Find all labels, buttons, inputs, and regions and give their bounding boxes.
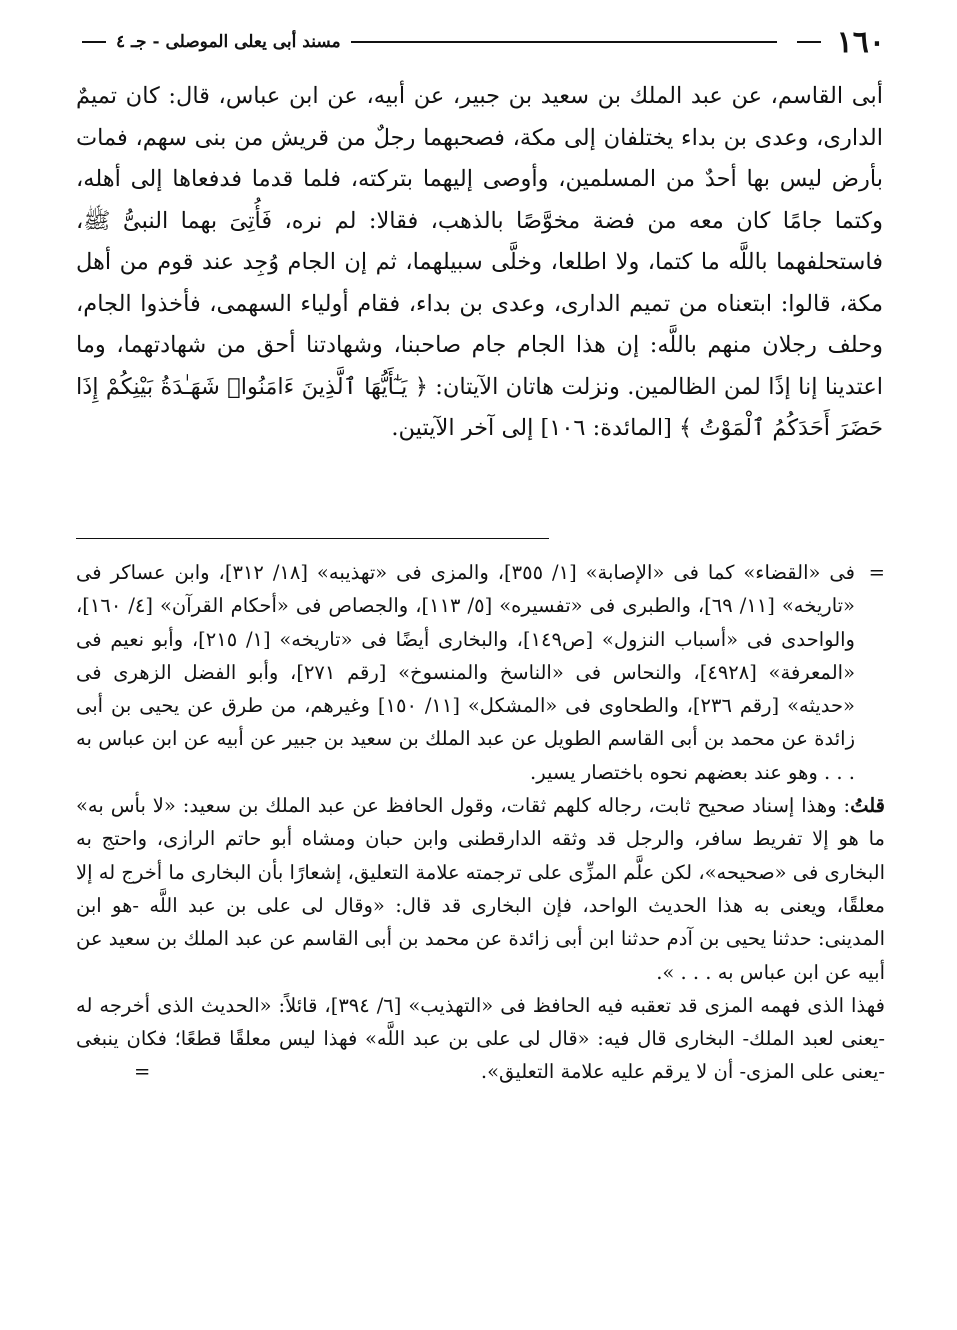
- hadith-text: أبى القاسم، عن عبد الملك بن سعيد بن جبير، عن أبيه، عن ابن عباس، قال: كان تميمٌ الدارى، وعدى بن بداء يختلفان إلى مكة، فصحبهما رجلٌ من قريش من بنى سهم، فمات بأرض ليس بها أحدٌ من المسلمين، وأوصى إليهما بتركته، فلما قدما فدفعاها إلى أهله، وكتما جامًا كان معه من فضة مخوَّصًا بالذهب، فقالا: لم نره، فَأُتِىَ بهما النبىُّ ﷺ، فاستحلفهما باللَّه ما كتما، ولا اطلعا، وخلَّى سبيلهما، ثم إن الجام وُجِد عند قوم من أهل مكة، قالوا: ابتعناه من تميم الدارى، وعدى بن بداء، فقام أولياء السهمى، فأخذوا الجام، وحلف رجلان منهم باللَّه: إن هذا الجام جام صاحبنا، وشهادتنا أحق من شهادتهما، وما اعتدينا إنا إذًا لمن الظالمين. ونزلت هاتان الآيتان:: [76, 83, 883, 400]
- page-number: ١٦٠: [836, 24, 885, 60]
- continuation-end-mark: =: [134, 1060, 151, 1084]
- running-header: [72, 22, 891, 62]
- footnote-qultu: [76, 789, 885, 989]
- qultu-label: قلتُ: [850, 794, 885, 818]
- quran-verse: ﴿ يَـٰٓأَيُّهَا ٱلَّذِينَ ءَامَنُوا۟ شَهَـٰدَةُ بَيْنِكُمْ إِذَا حَضَرَ أَحَدَكُمُ ٱلْمَوْتُ ﴾: [76, 373, 883, 441]
- main-paragraph: [76, 76, 883, 450]
- footnotes: [76, 556, 885, 1256]
- footnote-tahdhib: [76, 989, 885, 1089]
- header-rule-right: [797, 41, 821, 43]
- running-title: مسند أبى يعلى الموصلى - جـ ٤: [116, 32, 341, 52]
- footnote-takhrij: [76, 556, 885, 789]
- footnote-takhrij-text: فى «القضاء» كما فى «الإصابة» [١/ ٣٥٥]، والمزى فى «تهذيبه» [١٨/ ٣١٢]، وابن عساكر فى «تاريخه» [١١/ ٦٩]، والطبرى فى «تفسيره» [٥/ ١١٣]، والجصاص فى «أحكام القرآن» [٤/ ١٦٠]، والواحدى فى «أسباب النزول» [ص١٤٩]، والبخارى أيضًا فى «تاريخه» [١/ ٢١٥]، وأبو نعيم فى «المعرفة» [٤٩٢٨]، والنحاس فى «الناسخ والمنسوخ» [رقم ٢٧١]، وأبو الفضل الزهرى فى «حديثه» [رقم ٢٣٦]، والطحاوى فى «المشكل» [١١/ ١٥٠] وغيرهم، من طرق عن يحيى بن أبى زائدة عن محمد بن أبى القاسم الطويل عن عبد الملك بن سعيد بن جبير عن أبيه عن ابن عباس به . . . وهو عند بعضهم نحوه باختصار يسير.: [76, 561, 855, 784]
- continuation-mark: =: [868, 561, 885, 584]
- footnote-divider: [76, 538, 549, 539]
- main-text: [76, 76, 883, 516]
- verse-reference: [المائدة: ١٠٦] إلى آخر الآيتين.: [391, 415, 672, 441]
- header-rule-left: [82, 41, 106, 43]
- footnote-tahdhib-text: فهذا الذى فهمه المزى قد تعقبه فيه الحافظ فى «التهذيب» [٦/ ٣٩٤]، قائلاً: «الحديث الذى أخرجه له -يعنى لعبد الملك- البخارى قال فيه: «قال لى على بن عبد اللَّه» فهذا ليس معلقًا قطعًا؛ فكان ينبغى -يعنى على المزى- أن لا يرقم عليه علامة التعليق».: [76, 993, 885, 1084]
- footnote-qultu-text: : وهذا إسناد صحيح ثابت، رجاله كلهم ثقات، وقول الحافظ عن عبد الملك بن سعيد: «لا بأس به» ما هو إلا تفريط سافر، والرجل قد وثقه الدارقطنى وابن حبان ومشاه أبو حاتم الرازى، واحتج به البخارى فى «صحيحه»، لكن علَّم المزِّى على ترجمته علامة التعليق، إشعارًا بأن البخارى ما أخرج له إلا معلقًا، ويعنى به هذا الحديث الواحد، فإن البخارى قد قال: «وقال لى على بن عبد اللَّه -هو ابن المدينى: حدثنا يحيى بن آدم حدثنا ابن أبى زائدة عن محمد بن أبى القاسم عن عبد الملك بن سعيد عن أبيه عن ابن عباس به . . . ».: [76, 794, 885, 984]
- header-rule-middle: [351, 41, 777, 43]
